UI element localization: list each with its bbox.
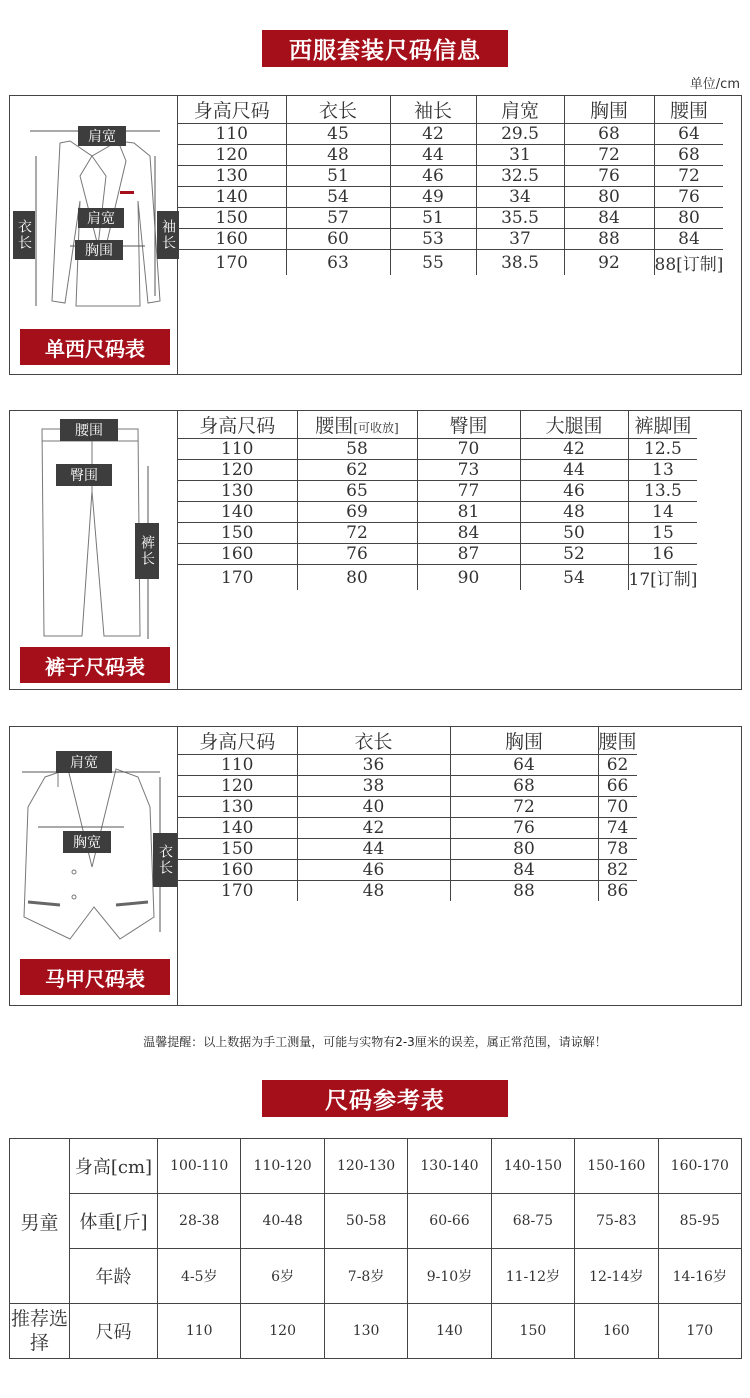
ref-row-header: 体重[斤]	[70, 1194, 158, 1249]
cell: 120-130	[324, 1139, 407, 1194]
cell: 68	[654, 145, 723, 166]
cell: 28-38	[158, 1194, 241, 1249]
header-text: 腰围	[315, 415, 354, 437]
header-cell: 身高尺码	[178, 96, 286, 124]
cell: 120	[178, 145, 286, 166]
header-cell: 衣长	[297, 727, 450, 755]
cell: 84	[654, 229, 723, 250]
cell: 130	[178, 797, 297, 818]
cell: 140	[178, 818, 297, 839]
pants-size-section	[9, 410, 742, 690]
ref-group-recommend: 推荐选择	[10, 1304, 70, 1359]
table-row	[178, 502, 697, 523]
cell: 60-66	[408, 1194, 491, 1249]
table-row	[178, 797, 637, 818]
cell: 62	[297, 460, 417, 481]
cell: 69	[297, 502, 417, 523]
cell: 130	[324, 1304, 407, 1359]
tag-sleeve	[157, 211, 179, 259]
table-row	[178, 187, 723, 208]
cell: 86	[598, 881, 637, 902]
header-cell-waist	[297, 411, 417, 439]
cell: 48	[297, 881, 450, 902]
vest-illustration	[10, 727, 178, 1005]
cell: 170	[658, 1304, 741, 1359]
cell: 75-83	[575, 1194, 658, 1249]
cell: 45	[286, 124, 390, 145]
cell: 110	[178, 439, 297, 460]
cell: 88	[564, 229, 654, 250]
cell: 140-150	[491, 1139, 574, 1194]
cell: 17[订制]	[628, 565, 697, 591]
cell: 48	[520, 502, 628, 523]
table-row	[178, 460, 697, 481]
cell: 76	[450, 818, 598, 839]
tag-vest-chest-text: 胸宽	[73, 835, 101, 851]
ref-title-banner	[262, 1080, 508, 1117]
cell: 170	[178, 881, 297, 902]
tag-chest-text: 胸围	[85, 243, 113, 259]
cell: 54	[520, 565, 628, 591]
cell: 160	[178, 229, 286, 250]
table-row	[178, 208, 723, 229]
cell: 16	[628, 544, 697, 565]
ref-size-row	[10, 1304, 742, 1359]
cell: 150	[178, 839, 297, 860]
table-row	[178, 565, 697, 591]
cell: 49	[390, 187, 476, 208]
vest-table-label	[20, 959, 170, 995]
header-cell: 腰围	[598, 727, 637, 755]
tag-length	[13, 211, 35, 259]
table-row	[178, 755, 637, 776]
cell: 63	[286, 250, 390, 276]
cell: 85-95	[658, 1194, 741, 1249]
cell: 51	[286, 166, 390, 187]
cell: 40-48	[241, 1194, 324, 1249]
cell: 14	[628, 502, 697, 523]
cell: 11-12岁	[491, 1249, 574, 1304]
cell: 36	[297, 755, 450, 776]
cell: 68	[564, 124, 654, 145]
cell: 160-170	[658, 1139, 741, 1194]
cell: 80	[297, 565, 417, 591]
cell: 12-14岁	[575, 1249, 658, 1304]
tag-hip	[56, 464, 112, 486]
vest-size-section	[9, 726, 742, 1006]
cell: 110	[178, 124, 286, 145]
cell: 46	[390, 166, 476, 187]
table-row	[178, 544, 697, 565]
cell: 34	[476, 187, 564, 208]
cell: 160	[178, 860, 297, 881]
cell: 72	[450, 797, 598, 818]
cell: 72	[654, 166, 723, 187]
cell: 68-75	[491, 1194, 574, 1249]
header-cell: 身高尺码	[178, 727, 297, 755]
cell: 54	[286, 187, 390, 208]
cell: 70	[417, 439, 520, 460]
cell: 120	[241, 1304, 324, 1359]
pants-table-label	[20, 647, 170, 683]
vest-header-row	[178, 727, 637, 755]
tag-vest-shoulder-text: 肩宽	[70, 755, 98, 771]
cell: 110	[158, 1304, 241, 1359]
header-cell: 身高尺码	[178, 411, 297, 439]
ref-weight-row	[10, 1194, 742, 1249]
cell: 6岁	[241, 1249, 324, 1304]
tag-chest	[75, 240, 123, 260]
ref-height-row	[10, 1139, 742, 1194]
ref-title: 尺码参考表	[325, 1088, 445, 1114]
cell: 81	[417, 502, 520, 523]
cell: 13	[628, 460, 697, 481]
pants-illustration	[10, 411, 178, 689]
suit-illustration	[10, 96, 178, 374]
cell: 66	[598, 776, 637, 797]
main-title: 西服套装尺码信息	[289, 38, 481, 64]
tag-pants-length	[135, 523, 159, 579]
ref-row-header: 身高[cm]	[70, 1139, 158, 1194]
table-row	[178, 881, 637, 902]
table-row	[178, 776, 637, 797]
table-row	[178, 229, 723, 250]
cell: 13.5	[628, 481, 697, 502]
cell: 84	[564, 208, 654, 229]
cell: 38	[297, 776, 450, 797]
suit-size-section	[9, 95, 742, 375]
cell: 53	[390, 229, 476, 250]
suit-table-label	[20, 329, 170, 365]
cell: 84	[450, 860, 598, 881]
cell: 73	[417, 460, 520, 481]
pants-label-text: 裤子尺码表	[45, 654, 145, 679]
tag-pants-length-text: 裤长	[139, 535, 155, 567]
table-row	[178, 839, 637, 860]
table-row	[178, 250, 723, 276]
cell: 55	[390, 250, 476, 276]
cell: 88[订制]	[654, 250, 723, 276]
suit-size-table	[178, 96, 723, 275]
header-cell: 胸围	[450, 727, 598, 755]
table-row	[178, 523, 697, 544]
cell: 46	[520, 481, 628, 502]
cell: 88	[450, 881, 598, 902]
cell: 82	[598, 860, 637, 881]
cell: 130-140	[408, 1139, 491, 1194]
cell: 65	[297, 481, 417, 502]
header-cell: 臀围	[417, 411, 520, 439]
cell: 46	[297, 860, 450, 881]
cell: 37	[476, 229, 564, 250]
tag-vest-chest	[63, 831, 111, 853]
cell: 120	[178, 460, 297, 481]
header-cell: 袖长	[390, 96, 476, 124]
cell: 160	[178, 544, 297, 565]
cell: 32.5	[476, 166, 564, 187]
tag-shoulder	[78, 126, 126, 146]
table-row	[178, 124, 723, 145]
cell: 74	[598, 818, 637, 839]
cell: 160	[575, 1304, 658, 1359]
cell: 170	[178, 565, 297, 591]
tag-shoulder-2	[78, 208, 124, 228]
cell: 29.5	[476, 124, 564, 145]
unit-label: 单位/cm	[689, 77, 740, 92]
cell: 76	[297, 544, 417, 565]
table-row	[178, 818, 637, 839]
cell: 76	[654, 187, 723, 208]
cell: 84	[417, 523, 520, 544]
cell: 64	[450, 755, 598, 776]
cell: 64	[654, 124, 723, 145]
cell: 68	[450, 776, 598, 797]
cell: 150	[178, 523, 297, 544]
cell: 92	[564, 250, 654, 276]
tag-shoulder-text: 肩宽	[88, 129, 116, 145]
cell: 42	[390, 124, 476, 145]
cell: 62	[598, 755, 637, 776]
size-reference-table	[9, 1138, 742, 1359]
cell: 70	[598, 797, 637, 818]
suit-header-row	[178, 96, 723, 124]
cell: 35.5	[476, 208, 564, 229]
tag-hip-text: 臀围	[70, 468, 98, 484]
cell: 60	[286, 229, 390, 250]
cell: 50-58	[324, 1194, 407, 1249]
cell: 100-110	[158, 1139, 241, 1194]
cell: 130	[178, 481, 297, 502]
cell: 42	[520, 439, 628, 460]
tag-sleeve-text: 袖长	[160, 219, 176, 251]
cell: 80	[450, 839, 598, 860]
cell: 170	[178, 250, 286, 276]
cell: 150	[178, 208, 286, 229]
ref-group-boys: 男童	[10, 1139, 70, 1304]
cell: 80	[564, 187, 654, 208]
pants-header-row	[178, 411, 697, 439]
header-note: [可收放]	[353, 421, 399, 435]
cell: 57	[286, 208, 390, 229]
cell: 48	[286, 145, 390, 166]
cell: 140	[178, 187, 286, 208]
header-cell: 肩宽	[476, 96, 564, 124]
cell: 44	[390, 145, 476, 166]
header-cell: 腰围	[654, 96, 723, 124]
cell: 52	[520, 544, 628, 565]
tag-shoulder2-text: 肩宽	[87, 211, 115, 227]
cell: 44	[297, 839, 450, 860]
cell: 4-5岁	[158, 1249, 241, 1304]
header-cell: 胸围	[564, 96, 654, 124]
ref-age-row	[10, 1249, 742, 1304]
tag-waist	[60, 419, 118, 441]
cell: 72	[297, 523, 417, 544]
table-row	[178, 166, 723, 187]
cell: 9-10岁	[408, 1249, 491, 1304]
header-cell: 衣长	[286, 96, 390, 124]
cell: 110-120	[241, 1139, 324, 1194]
cell: 130	[178, 166, 286, 187]
cell: 80	[654, 208, 723, 229]
tag-waist-text: 腰围	[75, 423, 103, 439]
header-cell: 裤脚围	[628, 411, 697, 439]
cell: 51	[390, 208, 476, 229]
suit-label-text: 单西尺码表	[45, 336, 145, 361]
cell: 44	[520, 460, 628, 481]
cell: 40	[297, 797, 450, 818]
cell: 58	[297, 439, 417, 460]
tag-vest-length-text: 衣长	[157, 844, 173, 876]
cell: 150	[491, 1304, 574, 1359]
table-row	[178, 145, 723, 166]
cell: 7-8岁	[324, 1249, 407, 1304]
cell: 150-160	[575, 1139, 658, 1194]
table-row	[178, 860, 637, 881]
cell: 14-16岁	[658, 1249, 741, 1304]
cell: 72	[564, 145, 654, 166]
cell: 15	[628, 523, 697, 544]
main-title-banner	[262, 30, 508, 67]
ref-row-header: 年龄	[70, 1249, 158, 1304]
cell: 110	[178, 755, 297, 776]
vest-size-table	[178, 727, 637, 901]
cell: 12.5	[628, 439, 697, 460]
cell: 42	[297, 818, 450, 839]
header-cell: 大腿围	[520, 411, 628, 439]
cell: 78	[598, 839, 637, 860]
tag-vest-shoulder	[56, 751, 112, 773]
cell: 140	[408, 1304, 491, 1359]
tag-length-text: 衣长	[16, 219, 32, 251]
measurement-tip: 温馨提醒：以上数据为手工测量，可能与实物有2-3厘米的误差，属正常范围，请谅解！	[143, 1035, 607, 1049]
cell: 87	[417, 544, 520, 565]
table-row	[178, 481, 697, 502]
vest-label-text: 马甲尺码表	[45, 966, 145, 991]
pants-size-table	[178, 411, 697, 590]
cell: 38.5	[476, 250, 564, 276]
cell: 76	[564, 166, 654, 187]
cell: 90	[417, 565, 520, 591]
cell: 31	[476, 145, 564, 166]
cell: 77	[417, 481, 520, 502]
tag-vest-length	[153, 833, 177, 887]
cell: 50	[520, 523, 628, 544]
cell: 120	[178, 776, 297, 797]
table-row	[178, 439, 697, 460]
ref-row-header: 尺码	[70, 1304, 158, 1359]
cell: 140	[178, 502, 297, 523]
